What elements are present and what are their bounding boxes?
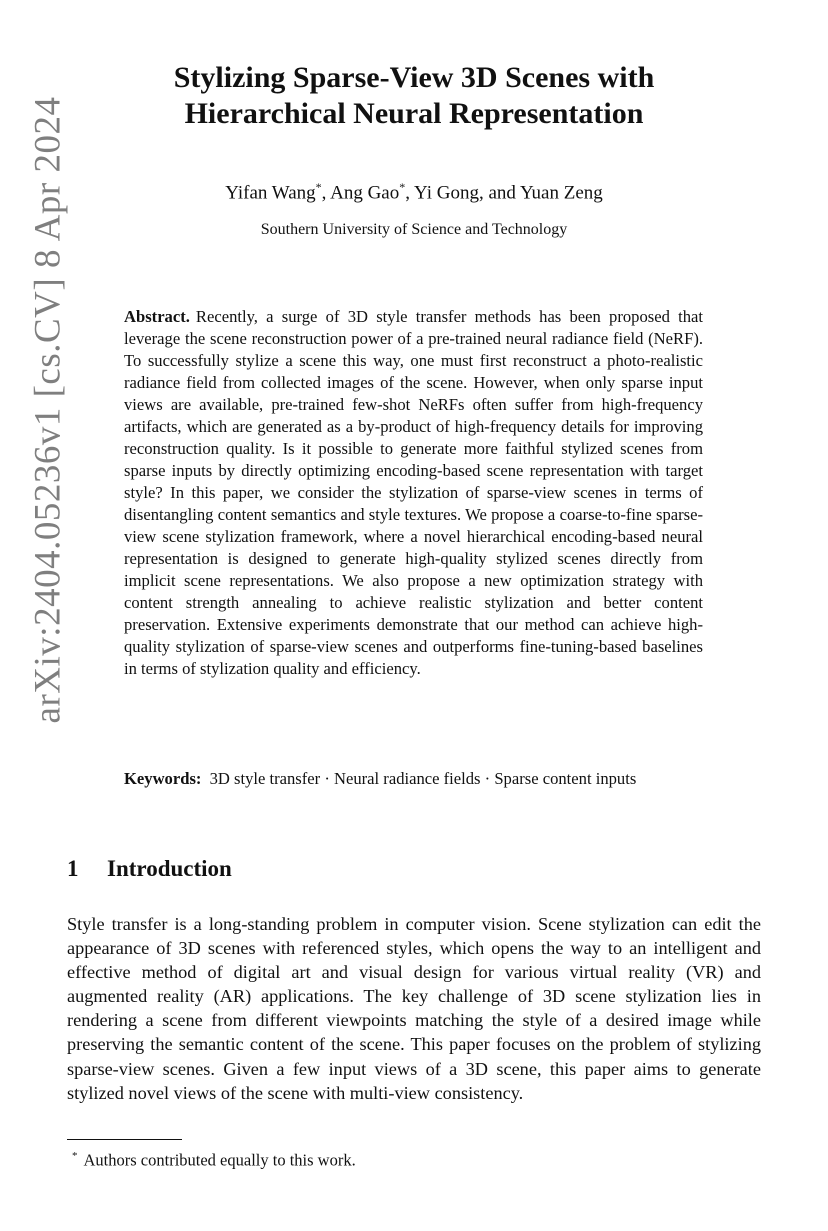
- abstract-text: Recently, a surge of 3D style transfer methods has been proposed that leverage the scene reconstruction power of a pre-trained neural radiance field (NeRF). To successfully stylize a scene this way, one must first reconstruct a photo-realistic radiance field from collected images of the scene. However, when only sparse input views are available, pre-trained few-shot NeRFs often suffer from high-frequency artifacts, which are generated as a by-product of high-frequency details for improving reconstruction quality. Is it possible to generate more faithful stylized scenes from sparse inputs by directly optimizing encoding-based scene representation with target style? In this paper, we consider the stylization of sparse-view scenes in terms of disentangling content semantics and style textures. We propose a coarse-to-fine sparse-view scene stylization framework, where a novel hierarchical encoding-based neural representation is designed to generate high-quality stylized scenes directly from implicit scene representations. We also propose a new optimization strategy with content strength annealing to achieve realistic stylization and better content preservation. Extensive experiments demonstrate that our method can achieve high-quality stylization of sparse-view scenes and outperforms fine-tuning-based baselines in terms of stylization quality and efficiency.: [124, 307, 703, 678]
- title-line-2: Hierarchical Neural Representation: [184, 97, 644, 130]
- title-line-1: Stylizing Sparse-View 3D Scenes with: [173, 61, 655, 94]
- abstract: [124, 306, 703, 680]
- introduction-paragraph: Style transfer is a long-standing problem in computer vision. Scene stylization can edit the appearance of 3D scenes with referenced styles, which opens the way to an intelligent and effective method of digital art and visual design for various virtual reality (VR) and augmented reality (AR) applications. The key challenge of 3D scene stylization lies in rendering a scene from different viewpoints matching the style of a desired image while preserving the semantic content of the scene. This paper focuses on the problem of stylizing sparse-view scenes. Given a few input views of a 3D scene, this paper aims to generate stylized novel views of the scene with multi-view consistency.: [67, 914, 761, 1103]
- footnote-text: Authors contributed equally to this work.: [83, 1150, 356, 1170]
- equal-contribution-mark: *: [399, 180, 406, 194]
- keywords: [124, 768, 703, 790]
- keywords-text: 3D style transfer · Neural radiance fields · Sparse content inputs: [209, 769, 637, 788]
- section-number: 1: [67, 856, 79, 881]
- author-affiliation: Southern University of Science and Technology: [260, 221, 568, 238]
- equal-contribution-mark: *: [315, 180, 322, 194]
- abstract-label: Abstract.: [124, 307, 190, 326]
- arxiv-identifier: arXiv:2404.05236v1 [cs.CV] 8 Apr 2024: [27, 96, 69, 724]
- footnote-mark: *: [72, 1150, 78, 1162]
- arxiv-side-stamp: [25, 60, 71, 760]
- keywords-label: Keywords:: [124, 769, 202, 788]
- author-names-rest: , Yi Gong, and Yuan Zeng: [405, 182, 603, 204]
- author-separator: ,: [321, 182, 331, 204]
- author-name: Ang Gao: [330, 182, 400, 204]
- section-title: Introduction: [107, 856, 232, 881]
- footnote-divider: [67, 1139, 182, 1140]
- author-list: [100, 176, 728, 204]
- footnote: [72, 1145, 356, 1172]
- section-heading: [67, 854, 232, 884]
- author-name: Yifan Wang: [225, 182, 316, 204]
- paper-title: [100, 60, 728, 132]
